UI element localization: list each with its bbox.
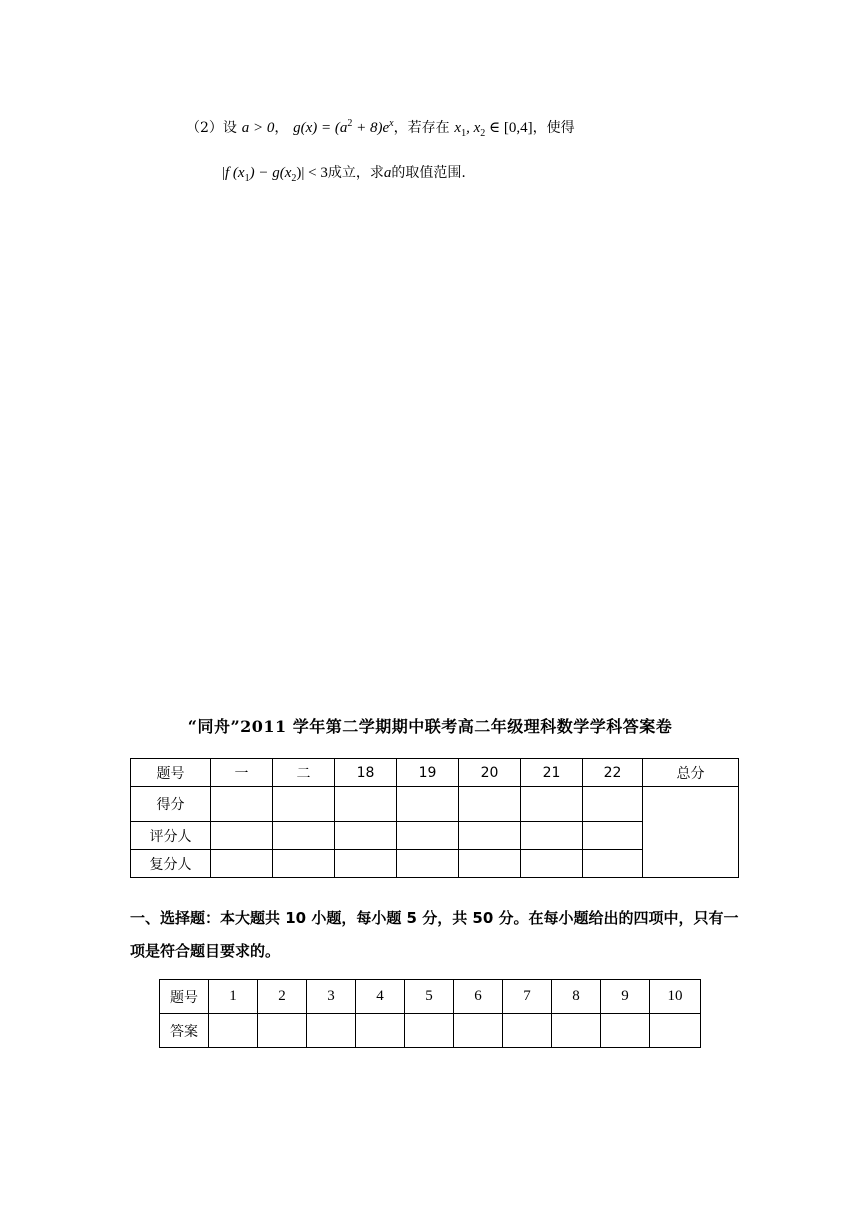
text-range: 的取值范围.: [391, 165, 466, 181]
grader-cell[interactable]: [273, 822, 335, 850]
header-cell: 题号: [131, 759, 211, 787]
text-such-that: ，使得: [532, 120, 575, 136]
problem-line-1: [186, 117, 575, 138]
header-cell: 22: [583, 759, 643, 787]
comma: ，: [274, 120, 289, 136]
header-cell: 20: [459, 759, 521, 787]
grader-cell[interactable]: [459, 822, 521, 850]
abs-inequality: |f $(x_1) - g(x_2)| < 3$: [222, 165, 328, 184]
question-number: 4: [356, 980, 405, 1014]
grader-cell[interactable]: [335, 822, 397, 850]
g-definition: $g(x) = (a^2 + 8)e^x$: [293, 118, 394, 136]
reviewer-cell[interactable]: [459, 850, 521, 878]
answer-sheet-title: “同舟”2011 学年第二学期期中联考高二年级理科数学学科答案卷: [187, 717, 673, 736]
score-cell[interactable]: [273, 787, 335, 822]
header-cell: 二: [273, 759, 335, 787]
score-table: [130, 758, 739, 878]
answer-cell[interactable]: [307, 1014, 356, 1048]
answer-cell[interactable]: [209, 1014, 258, 1048]
score-row: [131, 787, 739, 822]
grader-cell[interactable]: [521, 822, 583, 850]
answer-cell[interactable]: [405, 1014, 454, 1048]
question-number: 6: [454, 980, 503, 1014]
score-cell[interactable]: [459, 787, 521, 822]
reviewer-cell[interactable]: [521, 850, 583, 878]
score-cell[interactable]: [211, 787, 273, 822]
score-cell[interactable]: [335, 787, 397, 822]
reviewer-cell[interactable]: [397, 850, 459, 878]
reviewer-cell[interactable]: [211, 850, 273, 878]
question-number: 2: [258, 980, 307, 1014]
answer-label: 答案: [160, 1014, 209, 1048]
x-vars: $x_1$, $x_2$ ∈ [0,4]: [454, 120, 533, 139]
total-score-cell[interactable]: [643, 787, 739, 878]
row-label: 得分: [131, 787, 211, 822]
answer-cell[interactable]: [552, 1014, 601, 1048]
header-cell: 18: [335, 759, 397, 787]
text-holds: 成立，求: [327, 165, 384, 181]
answer-cell[interactable]: [258, 1014, 307, 1048]
score-header-row: [131, 759, 739, 787]
reviewer-cell[interactable]: [583, 850, 643, 878]
row-label: 复分人: [131, 850, 211, 878]
answer-cell[interactable]: [454, 1014, 503, 1048]
header-label: 题号: [160, 980, 209, 1014]
grader-cell[interactable]: [583, 822, 643, 850]
question-number: 10: [650, 980, 701, 1014]
question-number: 7: [503, 980, 552, 1014]
part-label: （2）设: [186, 120, 237, 136]
question-number: 5: [405, 980, 454, 1014]
header-cell: 21: [521, 759, 583, 787]
section-1-instructions: 一、选择题：本大题共 10 小题，每小题 5 分，共 50 分。在每小题给出的四项中，只有一项是符合题目要求的。: [130, 909, 739, 960]
question-number: 9: [601, 980, 650, 1014]
var-a: a: [383, 165, 392, 181]
condition-a: a > 0: [241, 120, 275, 136]
header-cell: 一: [211, 759, 273, 787]
problem-line-2: [222, 162, 466, 183]
question-number: 3: [307, 980, 356, 1014]
score-cell[interactable]: [521, 787, 583, 822]
choice-header-row: [160, 980, 701, 1014]
choice-answer-table: [159, 979, 701, 1048]
question-number: 1: [209, 980, 258, 1014]
header-cell: 19: [397, 759, 459, 787]
header-cell: 总分: [643, 759, 739, 787]
answer-cell[interactable]: [356, 1014, 405, 1048]
answer-cell[interactable]: [601, 1014, 650, 1048]
text-exists: ，若存在: [393, 120, 450, 136]
answer-cell[interactable]: [503, 1014, 552, 1048]
row-label: 评分人: [131, 822, 211, 850]
grader-cell[interactable]: [397, 822, 459, 850]
score-cell[interactable]: [583, 787, 643, 822]
grader-cell[interactable]: [211, 822, 273, 850]
question-number: 8: [552, 980, 601, 1014]
score-cell[interactable]: [397, 787, 459, 822]
choice-answer-row: [160, 1014, 701, 1048]
answer-cell[interactable]: [650, 1014, 701, 1048]
reviewer-cell[interactable]: [273, 850, 335, 878]
reviewer-cell[interactable]: [335, 850, 397, 878]
